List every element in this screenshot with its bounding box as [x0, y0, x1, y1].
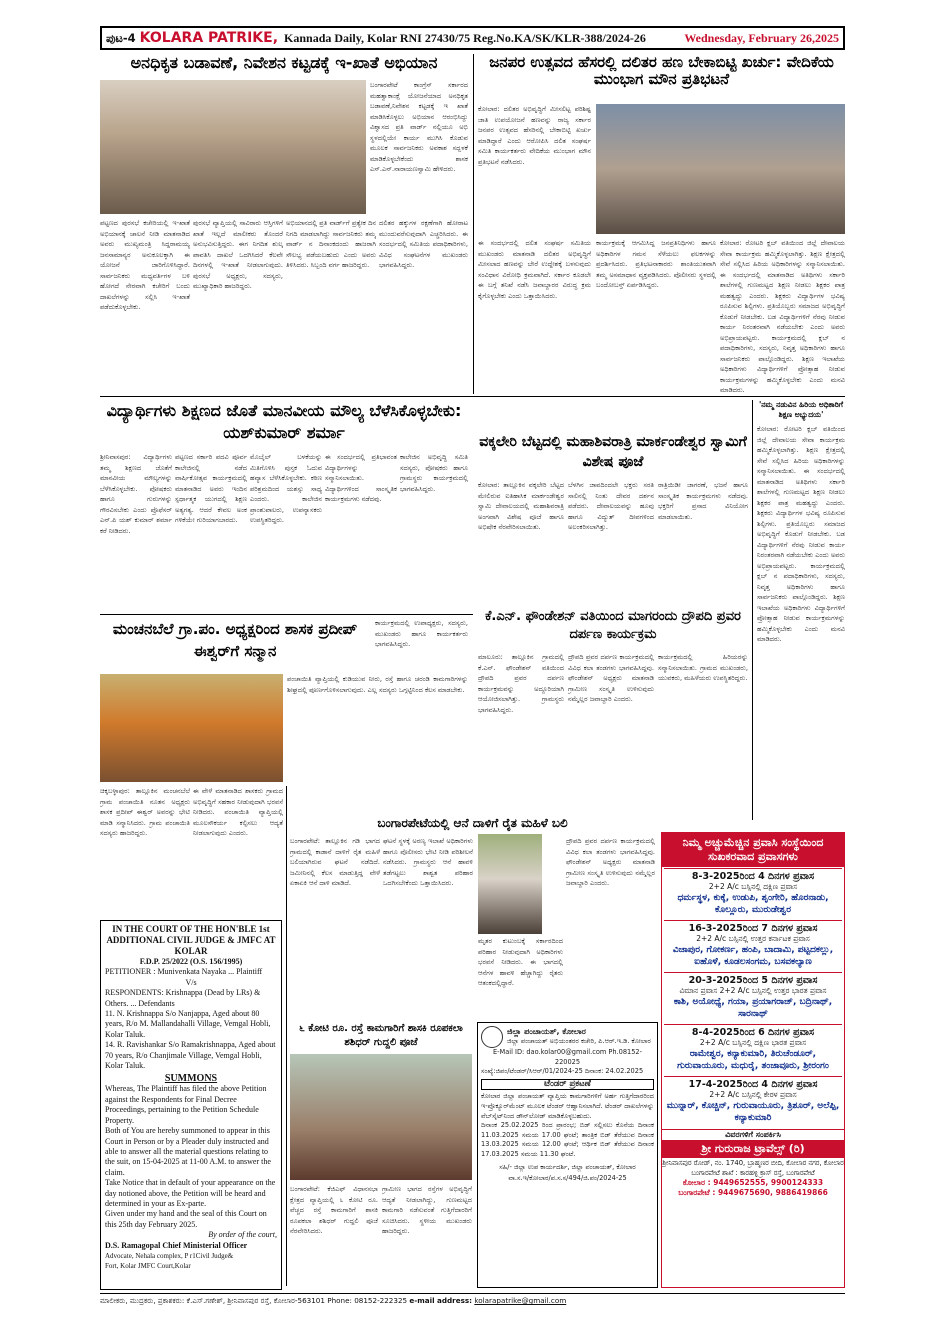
article-body: ಪಟ್ಟಣದ ಸರ್ಕಾರಿ ಪದವಿ ಪೂರ್ವ ಕಾಲೇಜಿನಲ್ಲಿ ನಡೆದ ವಾರ್ಷಿಕೋತ್ಸವ ಕಾರ್ಯಕ್ರಮದಲ್ಲಿ ಮಾತನಾಡಿದ ಅವರು ಇಂದಿನ ಸ್ಪರ್ಧಾತ್ಮಕ ಯುಗದಲ್ಲಿ ಶಿಕ್ಷಣ ಅತ್ಯಗತ್ಯ. ಆದರೆ ಕೇವಲ ಅಂಕ ಗಳಿಕೆಯೇ ಗುರಿಯಾಗಬಾರದು.: [175, 453, 247, 524]
tour-item: [662, 1023, 844, 1075]
newspaper-name: KOLARA PATRIKE,: [139, 30, 279, 46]
article-body: ಕೋಲಾರ: ದಲಿತರ ಅಭಿವೃದ್ಧಿಗೆ ಮೀಸಲಿಟ್ಟ ಪರಿಶಿಷ್ಟ ಜಾತಿ ಉಪಯೋಜನೆ ಹಣವನ್ನು ರಾಜ್ಯ ಸರ್ಕಾರ ಜನಪರ ಉತ್ಸವದ ಹೆಸರಿನಲ್ಲಿ ಬೇಕಾಬಿಟ್ಟಿ ಖರ್ಚು ಮಾಡಿದ್ದಾರೆ ಎಂದು ಆರೋಪಿಸಿ ದಲಿತ ಸಂಘರ್ಷ ಸಮಿತಿ ಕಾರ್ಯಕರ್ತರು ವೇದಿಕೆಯ ಮುಂಭಾಗ ಮೌನ ಪ್ರತಿಭಟನೆ ನಡೆಸಿದರು.: [478, 105, 591, 166]
column-divider: [473, 54, 474, 394]
ad-phone: ಕೋಲಾರ : 9449652555, 9900124333: [682, 1178, 824, 1187]
tour-item: [662, 1075, 844, 1127]
ad-address: ಶ್ರೀನಿವಾಸಪುರ ರೋಡ್, ನಂ. 1740, ಬ್ರಾಹ್ಮಣರ ಬೀದಿ, ಕೋಲಾರ ನಗರ, ಕೋಲಾರ: [662, 1159, 844, 1167]
article-headline: ವಿದ್ಯಾರ್ಥಿಗಳು ಶಿಕ್ಷಣದ ಜೊತೆ ಮಾನವೀಯ ಮೌಲ್ಯ ಬೆಳೆಸಿಕೊಳ್ಳಬೇಕು: ಯಶ್‌ಕುಮಾರ್ ಶರ್ಮಾ: [106, 401, 462, 442]
column-divider: [286, 786, 287, 1286]
article-body: ಕಾರ್ಯಕ್ರಮಕ್ಕೆ ಆಗಮಿಸಿದ್ದ ಜನಪ್ರತಿನಿಧಿಗಳು ಹಾಗೂ ಅಧಿಕಾರಿಗಳ ಗಮನ ಸೆಳೆಯಲು ಫಲಕಗಳನ್ನು ಪ್ರದರ್ಶಿಸಿದರು. ಪ್ರತಿಭಟನಾಕಾರರು ಶಾಂತಿಯುತವಾಗಿ ತಮ್ಮ ಅಸಮಾಧಾನ ವ್ಯಕ್ತಪಡಿಸಿದರು. ಪೊಲೀಸರು ಸ್ಥಳದಲ್ಲಿ ಬಂದೋಬಸ್ತ್ ಏರ್ಪಡಿಸಿದ್ದರು.: [596, 239, 716, 289]
issue-date: Wednesday, February 26,2025: [684, 30, 839, 45]
page-footer: [100, 1293, 845, 1306]
email-link[interactable]: kolarapatrike@gmail.com: [474, 1296, 567, 1305]
article-headline: ವಕ್ಕಲೇರಿ ಬೆಟ್ಟದಲ್ಲಿ ಮಹಾಶಿವರಾತ್ರಿ ಮಾರ್ಕಂಡೇಶ್ವರ ಸ್ವಾಮಿಗೆ ವಿಶೇಷ ಪೂಜೆ: [479, 434, 747, 470]
article-body: ಬೆಳಗಿನ ಜಾವದಿಂದಲೇ ಭಕ್ತರು ಸರತಿ ಸಾಲಿನಲ್ಲಿ ನಿಂತು ದೇವರ ದರ್ಶನ ಪಡೆದರು. ದೇವಾಲಯವನ್ನು ಹೂವು ಹಾಗೂ ವಿದ್ಯುತ್ ದೀಪಗಳಿಂದ ಅಲಂಕರಿಸಲಾಗಿತ್ತು.: [568, 481, 654, 531]
article-headline: ಕೆ.ಎನ್. ಫೌಂಡೇಶನ್ ವತಿಯಿಂದ ಮಾಗರಂದು ದ್ರೌಪದಿ ಪ್ರವರ ದರ್ಪಣ ಕಾರ್ಯಕ್ರಮ: [485, 609, 741, 642]
article-body: ಕೋಲಾರ: ರೋಟರಿ ಕ್ಲಬ್ ವತಿಯಿಂದ ಜಿಲ್ಲೆ ದೇವಾಲಯ ಸೇವಾ ಕಾರ್ಯಕ್ರಮ ಹಮ್ಮಿಕೊಳ್ಳಲಾಗಿತ್ತು. ಶಿಕ್ಷಣ ಕ್ಷೇತ್ರದಲ್ಲಿ ಸೇವೆ ಸಲ್ಲಿಸಿದ ಹಿರಿಯ ಅಧಿಕಾರಿಗಳನ್ನು ಸನ್ಮಾನಿಸಲಾಯಿತು. ಈ ಸಂದರ್ಭದಲ್ಲಿ ಮಾತನಾಡಿದ ಅತಿಥಿಗಳು ಸರ್ಕಾರಿ ಶಾಲೆಗಳಲ್ಲಿ ಗುಣಮಟ್ಟದ ಶಿಕ್ಷಣ ನೀಡಲು ಶಿಕ್ಷಕರ ಪಾತ್ರ ಮಹತ್ವದ್ದು ಎಂದರು. ಶಿಕ್ಷಕರು ವಿದ್ಯಾರ್ಥಿಗಳ ಭವಿಷ್ಯ ರೂಪಿಸುವ ಶಿಲ್ಪಿಗಳು. ಪ್ರತಿಯೊಬ್ಬರು ಸಮಾಜದ ಅಭಿವೃದ್ಧಿಗೆ ಕೊಡುಗೆ ನೀಡಬೇಕು. ಬಡ ವಿದ್ಯಾರ್ಥಿಗಳಿಗೆ ನೆರವು ನೀಡುವ ಕಾರ್ಯ ನಿರಂತರವಾಗಿ ನಡೆಯಬೇಕು ಎಂದು ಅವರು ಅಭಿಪ್ರಾಯಪಟ್ಟರು. ಕಾರ್ಯಕ್ರಮದಲ್ಲಿ ಕ್ಲಬ್ ನ ಪದಾಧಿಕಾರಿಗಳು, ಸದಸ್ಯರು, ನಿವೃತ್ತ ಅಧಿಕಾರಿಗಳು ಹಾಗೂ ಸಾರ್ವಜನಿಕರು ಪಾಲ್ಗೊಂಡಿದ್ದರು. ಶಿಕ್ಷಣ ಇಲಾಖೆಯ ಅಧಿಕಾರಿಗಳು ವಿದ್ಯಾರ್ಥಿಗಳಿಗೆ ಪ್ರೋತ್ಸಾಹ ನೀಡುವ ಕಾರ್ಯಕ್ರಮಗಳನ್ನು ಹಮ್ಮಿಕೊಳ್ಳಬೇಕು ಎಂದು ಮನವಿ ಮಾಡಿದರು.: [720, 239, 845, 394]
article-body: ಕಾರ್ಯಕ್ರಮದಲ್ಲಿ ಹಿರಿಯರನ್ನು ಸನ್ಮಾನಿಸಲಾಯಿತು. ಗ್ರಾಮದ ಮುಖಂಡರು, ಯುವಕರು, ಮಹಿಳೆಯರು ಉಪಸ್ಥಿತರಿದ್ದರು.: [658, 653, 748, 682]
ad-phone: ಬಂಗಾರಪೇಟೆ : 9449675690, 9886419866: [678, 1188, 828, 1197]
tour-transport: 2+2 A/c ಬಸ್ಸಿನಲ್ಲಿ ದಕ್ಷಿಣ ಪ್ರವಾಸ: [708, 882, 798, 891]
article-body: ದ್ರೌಪದಿ ಪ್ರವರ ದರ್ಪಣ ಕಾರ್ಯಕ್ರಮದಲ್ಲಿ ವಿವಿಧ ಕಲಾ ತಂಡಗಳು ಭಾಗವಹಿಸಿದ್ದವು. ಫೌಂಡೇಶನ್ ಅಧ್ಯಕ್ಷರು ಮಾತನಾಡಿ ಗ್ರಾಮೀಣ ಸಂಸ್ಕೃತಿ ಉಳಿಸುವುದು ನಮ್ಮೆಲ್ಲರ ಜವಾಬ್ದಾರಿ ಎಂದರು.: [568, 653, 654, 703]
tour-destinations: ವಿಜಾಪುರ, ಗೋಕರ್ಣ, ಹಂಪಿ, ಬಾದಾಮಿ, ಪಟ್ಟದಕಲ್ಲು, ಐಹೊಳೆ, ಕೂಡಲಸಂಗಮ, ಬಸವಕಲ್ಯಾಣ: [672, 945, 834, 967]
tender-contact: E-Mail ID: dao.kolar00@gmail.com Ph.08152-220025: [493, 1048, 642, 1066]
article-body: ಅಭಿಯಾನದಲ್ಲಿ ಪ್ರತಿ ವಾರ್ಡ್‌ಗೆ ಪ್ರತ್ಯೇಕ ದಿನ ನಿಗದಿ ಮಾಡಲಾಗಿದ್ದು ಸಾರ್ವಜನಿಕರು ತಮ್ಮ ವಾರ್ಡ್ ನ ದಿನಾಂಕದಂದು ಹಾಜರಾಗಿ ಸೌಲಭ್ಯ ಪಡೆಯಬಹುದು ಎಂದು ಅವರು ತಿಳಿಸಿದರು. ಸಿಬ್ಬಂದಿ ವರ್ಗ ಹಾಜರಿದ್ದರು.: [286, 219, 376, 269]
page-number: ಪುಟ-4: [106, 30, 136, 45]
tender-dates: ದಿನಾಂಕ 25.02.2025 ರಿಂದ ಪ್ರಾರಂಭ; ಬಿಡ್ ಸಲ್ಲಿಸಲು ಕೊನೆಯ ದಿನಾಂಕ 11.03.2025 ಸಮಯ 17.00 ಘಂಟೆ; ತಾಂತ್ರಿಕ ಬಿಡ್ ತೆರೆಯುವ ದಿನಾಂಕ 13.03.2025 ಸಮಯ 12.00 ಘಂಟೆ; ಆರ್ಥಿಕ ಬಿಡ್ ತೆರೆಯುವ ದಿನಾಂಕ 17.03.2025 ಸಮಯ 11.30 ಘಂಟೆ.: [481, 1121, 654, 1158]
order-line: By order of the court,: [208, 1230, 277, 1240]
email-label: e-mail address:: [409, 1296, 473, 1305]
tender-notice: [477, 1022, 658, 1288]
versus: V/s: [185, 977, 197, 987]
section-divider: [100, 614, 473, 615]
article-body: ಗ್ರಾಮೀಣ ಭಾಗದ ರಸ್ತೆಗಳ ಅಭಿವೃದ್ಧಿಗೆ ಆದ್ಯತೆ ನೀಡಲಾಗಿದ್ದು, ಗುಣಮಟ್ಟದ ಕಾಮಗಾರಿ ನಡೆಸುವಂತೆ ಗುತ್ತಿಗೆದಾರರಿಗೆ ಸೂಚಿಸಿದರು. ಸ್ಥಳೀಯ ಮುಖಂಡರು ಹಾಜರಿದ್ದರು.: [382, 1185, 472, 1235]
article-photo: [100, 674, 283, 782]
tour-list: [662, 867, 844, 1127]
tour-destinations: ರಾಮೇಶ್ವರ, ಕನ್ಯಾಕುಮಾರಿ, ತಿರುಚೆಂಡೂರ್, ಗುರುವಾಯೂರು, ಮಧುರೈ, ತಂಜಾವೂರು, ಶ್ರೀರಂಗಂ: [677, 1049, 829, 1071]
tour-destinations: ಕಾಶಿ, ಅಯೋಧ್ಯೆ, ಗಯಾ, ಪ್ರಯಾಗರಾಜ್, ಬದ್ರಿನಾಥ್, ಸಾರನಾಥ್: [673, 997, 833, 1019]
tour-transport: 2+2 A/c ಬಸ್ಸಿನಲ್ಲಿ ಉತ್ತರ ಕರ್ನಾಟಕ ಪ್ರವಾಸ: [696, 934, 810, 943]
sidebar-body: ಕೋಲಾರ: ರೋಟರಿ ಕ್ಲಬ್ ವತಿಯಿಂದ ಜಿಲ್ಲೆ ದೇವಾಲಯ ಸೇವಾ ಕಾರ್ಯಕ್ರಮ ಹಮ್ಮಿಕೊಳ್ಳಲಾಗಿತ್ತು. ಶಿಕ್ಷಣ ಕ್ಷೇತ್ರದಲ್ಲಿ ಸೇವೆ ಸಲ್ಲಿಸಿದ ಹಿರಿಯ ಅಧಿಕಾರಿಗಳನ್ನು ಸನ್ಮಾನಿಸಲಾಯಿತು. ಈ ಸಂದರ್ಭದಲ್ಲಿ ಮಾತನಾಡಿದ ಅತಿಥಿಗಳು ಸರ್ಕಾರಿ ಶಾಲೆಗಳಲ್ಲಿ ಗುಣಮಟ್ಟದ ಶಿಕ್ಷಣ ನೀಡಲು ಶಿಕ್ಷಕರ ಪಾತ್ರ ಮಹತ್ವದ್ದು ಎಂದರು. ಶಿಕ್ಷಕರು ವಿದ್ಯಾರ್ಥಿಗಳ ಭವಿಷ್ಯ ರೂಪಿಸುವ ಶಿಲ್ಪಿಗಳು. ಪ್ರತಿಯೊಬ್ಬರು ಸಮಾಜದ ಅಭಿವೃದ್ಧಿಗೆ ಕೊಡುಗೆ ನೀಡಬೇಕು. ಬಡ ವಿದ್ಯಾರ್ಥಿಗಳಿಗೆ ನೆರವು ನೀಡುವ ಕಾರ್ಯ ನಿರಂತರವಾಗಿ ನಡೆಯಬೇಕು ಎಂದು ಅವರು ಅಭಿಪ್ರಾಯಪಟ್ಟರು. ಕಾರ್ಯಕ್ರಮದಲ್ಲಿ ಕ್ಲಬ್ ನ ಪದಾಧಿಕಾರಿಗಳು, ಸದಸ್ಯರು, ನಿವೃತ್ತ ಅಧಿಕಾರಿಗಳು ಹಾಗೂ ಸಾರ್ವಜನಿಕರು ಪಾಲ್ಗೊಂಡಿದ್ದರು. ಶಿಕ್ಷಣ ಇಲಾಖೆಯ ಅಧಿಕಾರಿಗಳು ವಿದ್ಯಾರ್ಥಿಗಳಿಗೆ ಪ್ರೋತ್ಸಾಹ ನೀಡುವ ಕಾರ್ಯಕ್ರಮಗಳನ್ನು ಹಮ್ಮಿಕೊಳ್ಳಬೇಕು ಎಂದು ಮನವಿ ಮಾಡಿದರು.: [757, 425, 845, 643]
article-body: ರಾತ್ರಿಯಿಡೀ ಜಾಗರಣೆ, ಭಜನೆ ಹಾಗೂ ಸಾಂಸ್ಕೃತಿಕ ಕಾರ್ಯಕ್ರಮಗಳು ನಡೆದವು. ಭಕ್ತರಿಗೆ ಪ್ರಸಾದ ವಿನಿಯೋಗ ಮಾಡಲಾಯಿತು.: [658, 481, 748, 521]
tour-item: [662, 867, 844, 919]
tour-transport: 2+2 A/c ಬಸ್ಸಿನಲ್ಲಿ ದಕ್ಷಿಣ ಭಾರತ ಪ್ರವಾಸ: [699, 1038, 807, 1047]
article-photo: [100, 80, 366, 214]
respondents: RESPONDENTS: Krishnappa (Dead by LRs) & Others. ... Defendants: [105, 988, 261, 1008]
tour-date: 17-4-2025ರಿಂದ 4 ದಿನಗಳ ಪ್ರವಾಸ: [664, 1076, 842, 1090]
emblem-icon: [481, 1026, 503, 1048]
tour-date: 8-4-2025ರಿಂದ 6 ದಿನಗಳ ಪ್ರವಾಸ: [664, 1024, 842, 1038]
court-sign: Advocate, Nehala complex, P r1Civil Judge&: [105, 1251, 234, 1260]
article-body: ಕಾಲೇಜಿನ ಅಭಿವೃದ್ಧಿ ಸಮಿತಿ ಸದಸ್ಯರು, ಪೋಷಕರು ಹಾಗೂ ಗ್ರಾಮಸ್ಥರು ಕಾರ್ಯಕ್ರಮದಲ್ಲಿ ಭಾಗವಹಿಸಿದ್ದರು.: [400, 453, 468, 493]
tour-date: 8-3-2025ರಿಂದ 4 ದಿನಗಳ ಪ್ರವಾಸ: [664, 868, 842, 882]
tour-destinations: ಮುನ್ನಾರ್, ಕೊಚ್ಚಿನ್, ಗುರುವಾಯೂರು, ತ್ರಿಶೂರ್, ಅಲೆಪ್ಪಿ, ಕನ್ಯಾಕುಮಾರಿ: [666, 1101, 840, 1123]
tender-body: ಕೋಲಾರ ಜಿಲ್ಲಾ ಪಂಚಾಯತ್ ವ್ಯಾಪ್ತಿಯ ಕಾಮಗಾರಿಗಳಿಗೆ ಅರ್ಹ ಗುತ್ತಿಗೆದಾರರಿಂದ ಇ-ಪ್ರೊಕ್ಯೂರ್‌ಮೆಂಟ್ ಮೂಲಕ ಟೆಂಡರ್ ಆಹ್ವಾನಿಸಲಾಗಿದೆ. ಟೆಂಡರ್ ದಾಖಲೆಗಳನ್ನು ವೆಬ್‌ಸೈಟ್‌ನಿಂದ ಡೌನ್‌ಲೋಡ್ ಮಾಡಿಕೊಳ್ಳಬಹುದು.: [481, 1092, 654, 1120]
article-body: ಪುರಸಭೆ ವ್ಯಾಪ್ತಿಯಲ್ಲಿ ಸಾವಿರಾರು ಆಸ್ತಿಗಳಿಗೆ ಖಾತೆ ಇಲ್ಲದೆ ಮಾಲೀಕರು ತೊಂದರೆ ಅನುಭವಿಸುತ್ತಿದ್ದರು. ಈಗ ನಿಗದಿತ ಶುಲ್ಕ ಪಾವತಿಸಿ ದಾಖಲೆ ಒದಗಿಸಿದರೆ ಕೆಲವೇ ದಿನಗಳಲ್ಲಿ ಇ-ಖಾತೆ ನೀಡಲಾಗುವುದು. ಪುರಸಭೆ ಅಧ್ಯಕ್ಷರು, ಸದಸ್ಯರು, ಮುಖ್ಯಾಧಿಕಾರಿ ಹಾಜರಿದ್ದರು.: [193, 219, 283, 290]
ad-address: ಬಂಗಾರಪೇಟೆ ಶಾಖೆ : ಕಾರಹಳ್ಳಿ ಕ್ರಾಸ್ ರಸ್ತೆ, ಬಂಗಾರಪೇಟೆ: [691, 1169, 815, 1177]
summons-body: Both of You are hereby summoned to appear in this Court in Person or by a Pleader duly instructed and able to answer all the material questions relating to the suit, on 15-04-2025 at 11-00 A.M. to answer the claim.: [105, 1126, 271, 1177]
petitioner: PETITIONER : Munivenkata Nayaka ... Plaintiff: [105, 967, 263, 977]
article-body: ಮೊಬೈಲ್ ಬಳಕೆಯನ್ನು ಮಿತಿಗೊಳಿಸಿ ಪುಸ್ತಕ ಓದುವ ಹವ್ಯಾಸ ಬೆಳೆಸಿಕೊಳ್ಳಬೇಕು. ಕಠಿಣ ಪರಿಶ್ರಮದಿಂದ ಯಶಸ್ಸು ಸಾಧ್ಯ ಎಂದರು. ಕಾಲೇಜಿನ ಪ್ರಾಂಶುಪಾಲರು, ಉಪನ್ಯಾಸಕರು ಉಪಸ್ಥಿತರಿದ್ದರು.: [250, 453, 322, 524]
respondent-2: 14. R. Ravishankar S/o Ramakrishnappa, Aged about 70 years, R/o Chanjimale Village, Vemgal Hobli, Kolar Taluk.: [105, 1040, 276, 1071]
publisher-info: ಮಾಲೀಕರು, ಮುದ್ರಕರು, ಪ್ರಕಾಶಕರು: ಕೆ.ಎಸ್.ಗಣೇಶ್, ಶ್ರೀನಿವಾಸಪುರ ರಸ್ತೆ, ಕೋಲಾರ-563101 Phone: 08152-222325: [100, 1296, 408, 1305]
article-body: ಕಾರ್ಯಕ್ರಮದಲ್ಲಿ ಉಪಾಧ್ಯಕ್ಷರು, ಸದಸ್ಯರು, ಮುಖಂಡರು ಹಾಗೂ ಕಾರ್ಯಕರ್ತರು ಭಾಗವಹಿಸಿದ್ದರು.: [375, 619, 468, 648]
tender-ref: ಸಂಖ್ಯೆ:ಜಿಪಂ/ಟೆಂಡರ್/ಸಿಆರ್/01/2024-25 ದಿನಾಂಕ: 24.02.2025: [481, 1067, 644, 1076]
article-body: ದಲಿತರ ಹಕ್ಕುಗಳ ರಕ್ಷಣೆಗಾಗಿ ಹೋರಾಟ ಮುಂದುವರೆಸುವುದಾಗಿ ಎಚ್ಚರಿಸಿದರು. ಈ ಸಂದರ್ಭದಲ್ಲಿ ಸಮಿತಿಯ ಪದಾಧಿಕಾರಿಗಳು, ವಿವಿಧ ಸಂಘಟನೆಗಳ ಮುಖಂಡರು ಭಾಗವಹಿಸಿದ್ದರು.: [379, 219, 468, 269]
article-body: ಈ ಸಂದರ್ಭದಲ್ಲಿ ದಲಿತ ಸಂಘರ್ಷ ಸಮಿತಿಯ ಮುಖಂಡರು ಮಾತನಾಡಿ ದಲಿತರ ಅಭಿವೃದ್ಧಿಗೆ ಮೀಸಲಾದ ಹಣವನ್ನು ಬೇರೆ ಉದ್ದೇಶಕ್ಕೆ ಬಳಸುವುದು ಸಂವಿಧಾನ ವಿರೋಧಿ ಕ್ರಮವಾಗಿದೆ. ಸರ್ಕಾರ ಕೂಡಲೇ ಈ ಬಗ್ಗೆ ತನಿಖೆ ನಡೆಸಿ ಜವಾಬ್ದಾರರ ವಿರುದ್ಧ ಕ್ರಮ ಕೈಗೊಳ್ಳಬೇಕು ಎಂದು ಒತ್ತಾಯಿಸಿದರು.: [478, 239, 591, 300]
article-body: ಚಿಕ್ಕಬಳ್ಳಾಪುರ: ತಾಲ್ಲೂಕಿನ ಮಂಚನಬೆಲೆ ಗ್ರಾಮ ಪಂಚಾಯಿತಿ ನೂತನ ಅಧ್ಯಕ್ಷರು ಶಾಸಕ ಪ್ರದೀಪ್ ಈಶ್ವರ್ ಅವರನ್ನು ಭೇಟಿ ಮಾಡಿ ಸನ್ಮಾನಿಸಿದರು. ಗ್ರಾಮ ಪಂಚಾಯಿತಿ ಸದಸ್ಯರು ಹಾಜರಿದ್ದರು.: [100, 787, 190, 837]
article-photo: [290, 1054, 472, 1180]
tour-item: [662, 971, 844, 1023]
article-body: ದ್ರೌಪದಿ ಪ್ರವರ ದರ್ಪಣ ಕಾರ್ಯಕ್ರಮದಲ್ಲಿ ವಿವಿಧ ಕಲಾ ತಂಡಗಳು ಭಾಗವಹಿಸಿದ್ದವು. ಫೌಂಡೇಶನ್ ಅಧ್ಯಕ್ಷರು ಮಾತನಾಡಿ ಗ್ರಾಮೀಣ ಸಂಸ್ಕೃತಿ ಉಳಿಸುವುದು ನಮ್ಮೆಲ್ಲರ ಜವಾಬ್ದಾರಿ ಎಂದರು.: [566, 837, 655, 887]
tour-date: 16-3-2025ರಿಂದ 7 ದಿನಗಳ ಪ್ರವಾಸ: [664, 920, 842, 934]
article-body: ಶ್ರೀನಿವಾಸಪುರ: ವಿದ್ಯಾರ್ಥಿಗಳು ತಮ್ಮ ಶಿಕ್ಷಣದ ಜೊತೆಗೆ ಮಾನವೀಯ ಮೌಲ್ಯಗಳನ್ನು ಬೆಳೆಸಿಕೊಳ್ಳಬೇಕು. ಪೋಷಕರು ಹಾಗೂ ಗುರುಗಳನ್ನು ಗೌರವಿಸಬೇಕು ಎಂದು ಪ್ರೊಫೆಸರ್ ಎನ್.ಪಿ ಯಶ್ ಕುಮಾರ್ ಶರ್ಮಾ ಕರೆ ನೀಡಿದರು.: [100, 453, 172, 535]
article-body: ಮಾಲೂರು: ತಾಲ್ಲೂಕಿನ ಗ್ರಾಮದಲ್ಲಿ ಕೆ.ಎನ್. ಫೌಂಡೇಶನ್ ವತಿಯಿಂದ ದ್ರೌಪದಿ ಪ್ರವರ ದರ್ಪಣ ಕಾರ್ಯಕ್ರಮವನ್ನು ಅದ್ದೂರಿಯಾಗಿ ಆಯೋಜಿಸಲಾಗಿತ್ತು. ಗ್ರಾಮಸ್ಥರು ಭಾಗವಹಿಸಿದ್ದರು.: [478, 653, 564, 714]
sidebar-headline: 'ನಮ್ಮ ನಡುವಿನ ಹಿರಿಯ ಅಧಿಕಾರಿಗೆ ಶಿಕ್ಷಣ ಅಭ್ಯುದಯ': [758, 400, 844, 419]
article-body: ಘಟನೆ ಸ್ಥಳಕ್ಕೆ ಅರಣ್ಯ ಇಲಾಖೆ ಅಧಿಕಾರಿಗಳು ಹಾಗೂ ಪೊಲೀಸರು ಭೇಟಿ ನೀಡಿ ಪರಿಶೀಲನೆ ನಡೆಸಿದರು. ಗ್ರಾಮಸ್ಥರು ಆನೆ ಹಾವಳಿ ತಡೆಗಟ್ಟಲು ಶಾಶ್ವತ ಪರಿಹಾರ ಒದಗಿಸಬೇಕೆಂದು ಒತ್ತಾಯಿಸಿದರು.: [383, 837, 473, 887]
respondent-1: 11. N. Krishnappa S/o Nanjappa, Aged about 80 years, R/o M. Mallandahalli Village, Vemgal Hobli, Kolar Taluk.: [105, 1009, 271, 1039]
tour-date: 20-3-2025ರಿಂದ 5 ದಿನಗಳ ಪ್ರವಾಸ: [664, 972, 842, 986]
article-body: ಬಂಗಾರಪೇಟೆ ಕಾಂಗ್ರೆಸ್ ಸರ್ಕಾರದ ಮಹತ್ವಾಕಾಂಕ್ಷೆ ಯೋಜನೆಯಾದ ಅನಧಿಕೃತ ಬಡಾವಣೆ,ನಿವೇಶನ ಕಟ್ಟಡಕ್ಕೆ ಇ ಖಾತೆ ಮಾಡಿಸಿಕೊಳ್ಳಲು ಅಭಿಯಾನ ಆರಂಭಿಸಿದ್ದು ವಿಶ್ವಾಸದ ಪ್ರತಿ ವಾರ್ಡ್ ನಲ್ಲಿಯೂ ಅಭಿ ಸ್ಥಳದಲ್ಲಿಯೇ ಕಾರ್ಯ ಮುಗಿಸಿ ಕೊಡುವ ಮೂಲಕ ಸಾರ್ವಜನಿಕರು ಅವಕಾಶ ಸದ್ಬಳಕೆ ಮಾಡಿಕೊಳ್ಳಬೇಕೆಂದು ಶಾಸಕ ಎಸ್.ಎನ್.ನಾರಾಯಣಸ್ವಾಮಿ ಹೇಳಿದರು.: [370, 81, 468, 173]
article-headline: ಮಂಚನಬೆಲೆ ಗ್ರಾ.ಪಂ. ಅಧ್ಯಕ್ಷರಿಂದ ಶಾಸಕ ಪ್ರದೀಪ್ ಈಶ್ವರ್‌ಗೆ ಸನ್ಮಾನ: [112, 620, 358, 660]
case-number: F.D.P. 25/2022 (O.S. 156/1995): [139, 957, 243, 966]
article-headline: ಬಂಗಾರಪೇಟೆಯಲ್ಲಿ ಆನೆ ದಾಳಿಗೆ ರೈತ ಮಹಿಳೆ ಬಲಿ: [377, 816, 568, 830]
travel-advertisement: [661, 832, 845, 1288]
tour-item: [662, 919, 844, 971]
summons-body: Take Notice that in default of your appearance on the day notioned above, the Petition will be heard and determined in your as Ex-parte.: [105, 1178, 276, 1208]
article-body: ಬಂಗಾರಪೇಟೆ: ಕೆಜಿಎಫ್ ವಿಧಾನಸಭಾ ಕ್ಷೇತ್ರದ ವ್ಯಾಪ್ತಿಯಲ್ಲಿ ೬ ಕೋಟಿ ರೂ. ವೆಚ್ಚದ ರಸ್ತೆ ಕಾಮಗಾರಿಗೆ ಶಾಸಕಿ ರೂಪಕಲಾ ಶಶಿಧರ್ ಗುದ್ದಲಿ ಪೂಜೆ ನೆರವೇರಿಸಿದರು.: [290, 1185, 378, 1235]
article-body: ಕೋಲಾರ: ತಾಲ್ಲೂಕಿನ ವಕ್ಕಲೇರಿ ಬೆಟ್ಟದ ಮೇಲಿರುವ ಐತಿಹಾಸಿಕ ಮಾರ್ಕಂಡೇಶ್ವರ ಸ್ವಾಮಿ ದೇವಾಲಯದಲ್ಲಿ ಮಹಾಶಿವರಾತ್ರಿ ಅಂಗವಾಗಿ ವಿಶೇಷ ಪೂಜೆ ಹಾಗೂ ಅಭಿಷೇಕ ನೆರವೇರಿಸಲಾಯಿತು.: [478, 481, 564, 531]
article-headline: ೬ ಕೋಟಿ ರೂ. ರಸ್ತೆ ಕಾಮಗಾರಿಗೆ ಶಾಸಕಿ ರೂಪಕಲಾ ಶಶಿಧರ್ ಗುದ್ದಲಿ ಪೂಜೆ: [299, 1023, 463, 1048]
article-photo: [596, 104, 845, 234]
article-body: ಮೃತರ ಕುಟುಂಬಕ್ಕೆ ಸರ್ಕಾರದಿಂದ ಪರಿಹಾರ ನೀಡುವುದಾಗಿ ಅಧಿಕಾರಿಗಳು ಭರವಸೆ ನೀಡಿದರು. ಈ ಭಾಗದಲ್ಲಿ ಆನೆಗಳ ಹಾವಳಿ ಹೆಚ್ಚಾಗಿದ್ದು ರೈತರು ಆತಂಕದಲ್ಲಿದ್ದಾರೆ.: [478, 937, 563, 987]
newspaper-registration: Kannada Daily, Kolar RNI 27430/75 Reg.No.KA/SK/KLR-388/2024-26: [284, 30, 646, 45]
tender-signature: ಸಹಿ/- ಜಿಲ್ಲಾ ಉಪ ಕಾರ್ಯದರ್ಶಿ, ಜಿಲ್ಲಾ ಪಂಚಾಯತ್, ಕೋಲಾರ: [499, 1162, 636, 1171]
ad-contact-label: ವಿವರಗಳಿಗೆ ಸಂಪರ್ಕಿಸಿ: [662, 1129, 844, 1140]
victim-photo: [478, 834, 542, 934]
court-sign: Fort, Kolar JMFC Court,Kolar: [105, 1262, 191, 1271]
article-body: ಈ ವೇಳೆ ಮಾತನಾಡಿದ ಶಾಸಕರು ಗ್ರಾಮದ ಅಭಿವೃದ್ಧಿಗೆ ಸಹಕಾರ ನೀಡುವುದಾಗಿ ಭರವಸೆ ನೀಡಿದರು. ಪಂಚಾಯಿತಿ ವ್ಯಾಪ್ತಿಯಲ್ಲಿ ಮೂಲಸೌಕರ್ಯ ಕಲ್ಪಿಸಲು ಆದ್ಯತೆ ನೀಡಲಾಗುವುದು ಎಂದರು.: [193, 787, 283, 837]
tour-destinations: ಧರ್ಮಸ್ಥಳ, ಕುಕ್ಕೆ, ಉಡುಪಿ, ಶೃಂಗೇರಿ, ಹೊರನಾಡು, ಕೊಲ್ಲೂರು, ಮುರುಡೇಶ್ವರ: [677, 893, 829, 915]
article-headline: ಅನಧಿಕೃತ ಬಡಾವಣೆ, ನಿವೇಶನ ಕಟ್ಟಡಕ್ಕೆ ಇ-ಖಾತೆ ಅಭಿಯಾನ: [130, 53, 438, 72]
tender-label: ಟೆಂಡರ್ ಪ್ರಕಟಣೆ: [481, 1079, 654, 1091]
article-body: ಪಟ್ಟಣದ ಪುರಸಭೆ ಕಚೇರಿಯಲ್ಲಿ ಇ-ಖಾತೆ ಅಭಿಯಾನಕ್ಕೆ ಚಾಲನೆ ನೀಡಿ ಮಾತನಾಡಿದ ಅವರು ಮುಖ್ಯಮಂತ್ರಿ ಸಿದ್ದರಾಮಯ್ಯ ಜನಸಾಮಾನ್ಯರ ಅನುಕೂಲಕ್ಕಾಗಿ ಈ ಯೋಜನೆ ಜಾರಿಗೊಳಿಸಿದ್ದಾರೆ. ಸಾರ್ವಜನಿಕರು ಮಧ್ಯವರ್ತಿಗಳ ಬಳಿ ಹೋಗದೆ ನೇರವಾಗಿ ಕಚೇರಿಗೆ ಬಂದು ದಾಖಲೆಗಳನ್ನು ಸಲ್ಲಿಸಿ ಇ-ಖಾತೆ ಪಡೆದುಕೊಳ್ಳಬೇಕು.: [100, 219, 190, 311]
court-officer: D.S. Ramagopal Chief Ministerial Officer: [105, 1240, 248, 1250]
column-divider: [752, 400, 753, 820]
ad-organization: ಶ್ರೀ ಗುರುರಾಜ ಟ್ರಾವೆಲ್ಸ್ (ರಿ): [662, 1140, 844, 1158]
tour-transport: ವಿಮಾನ ಪ್ರವಾಸ 2+2 A/c ಬಸ್ಸಿನಲ್ಲಿ ಉತ್ತರ ಭಾರತ ಪ್ರವಾಸ: [679, 986, 827, 995]
ad-headline: ನಿಮ್ಮ ಅಚ್ಚುಮೆಚ್ಚಿನ ಪ್ರವಾಸಿ ಸಂಸ್ಥೆಯಿಂದ ಸುಖಕರವಾದ ಪ್ರವಾಸಗಳು: [662, 833, 844, 867]
article-body: ಬಂಗಾರಪೇಟೆ: ತಾಲ್ಲೂಕಿನ ಗಡಿ ಭಾಗದ ಗ್ರಾಮದಲ್ಲಿ ಕಾಡಾನೆ ದಾಳಿಗೆ ರೈತ ಮಹಿಳೆ ಬಲಿಯಾಗಿರುವ ಘಟನೆ ನಡೆದಿದೆ. ಜಮೀನಿನಲ್ಲಿ ಕೆಲಸ ಮಾಡುತ್ತಿದ್ದ ವೇಳೆ ಏಕಾಏಕಿ ಆನೆ ದಾಳಿ ಮಾಡಿದೆ.: [290, 837, 380, 887]
article-body: ಪಂಚಾಯಿತಿ ವ್ಯಾಪ್ತಿಯಲ್ಲಿ ಕುಡಿಯುವ ನೀರು, ರಸ್ತೆ ಹಾಗೂ ಚರಂಡಿ ಕಾಮಗಾರಿಗಳನ್ನು ಶೀಘ್ರದಲ್ಲಿ ಪೂರ್ಣಗೊಳಿಸಲಾಗುವುದು. ಎಲ್ಲ ಸದಸ್ಯರು ಒಗ್ಗಟ್ಟಿನಿಂದ ಕೆಲಸ ಮಾಡಬೇಕು.: [287, 675, 468, 694]
article-body: ಈ ಸಂದರ್ಭದಲ್ಲಿ ಪ್ರತಿಭಾವಂತ ವಿದ್ಯಾರ್ಥಿಗಳನ್ನು ಸನ್ಮಾನಿಸಲಾಯಿತು. ವಿದ್ಯಾರ್ಥಿಗಳಿಂದ ಸಾಂಸ್ಕೃತಿಕ ಕಾರ್ಯಕ್ರಮಗಳು ನಡೆದವು.: [325, 453, 397, 503]
summons-title: SUMMONS: [164, 1073, 218, 1085]
court-title: IN THE COURT OF THE HON'BLE 1st ADDITIONAL CIVIL JUDGE & JMFC AT KOLAR: [106, 924, 276, 956]
summons-body: Given under my hand and the seal of this Court on this 25th day February 2025.: [105, 1209, 267, 1229]
article-headline: ಜನಪರ ಉತ್ಸವದ ಹೆಸರಲ್ಲಿ ದಲಿತರ ಹಣ ಬೇಕಾಬಿಟ್ಟಿ ಖರ್ಚು: ವೇದಿಕೆಯ ಮುಂಭಾಗ ಮೌನ ಪ್ರತಿಭಟನೆ: [489, 53, 834, 89]
section-divider: [100, 396, 845, 397]
tender-footer: ವಾ.ಸ.ಇ/ಕೋಲಾರ/ಪ.ಸ.ಸ/494/ಜಿ.ಪಂ/2024-25: [508, 1174, 627, 1183]
masthead: [100, 26, 845, 50]
summons-body: Whereas, The Plaintiff has filed the above Petition against the Respondents for Final Decree Proceedings, pertaining to the Petition Schedule Property.: [105, 1084, 267, 1125]
court-summons: [100, 920, 282, 1290]
tender-office-sub: ಜಿಲ್ಲಾ ಪಂಚಾಯತ್ ಅಭಿಯಂತರರ ಕಚೇರಿ, ಪಿ.ಆರ್.ಇ.ಡಿ. ಕೋಲಾರ: [507, 1037, 651, 1045]
tender-office: ಜಿಲ್ಲಾ ಪಂಚಾಯತ್, ಕೋಲಾರ: [507, 1027, 586, 1037]
tour-transport: 2+2 A/c ಬಸ್ಸಿನಲ್ಲಿ ಕೇರಳ ಪ್ರವಾಸ: [709, 1090, 797, 1099]
